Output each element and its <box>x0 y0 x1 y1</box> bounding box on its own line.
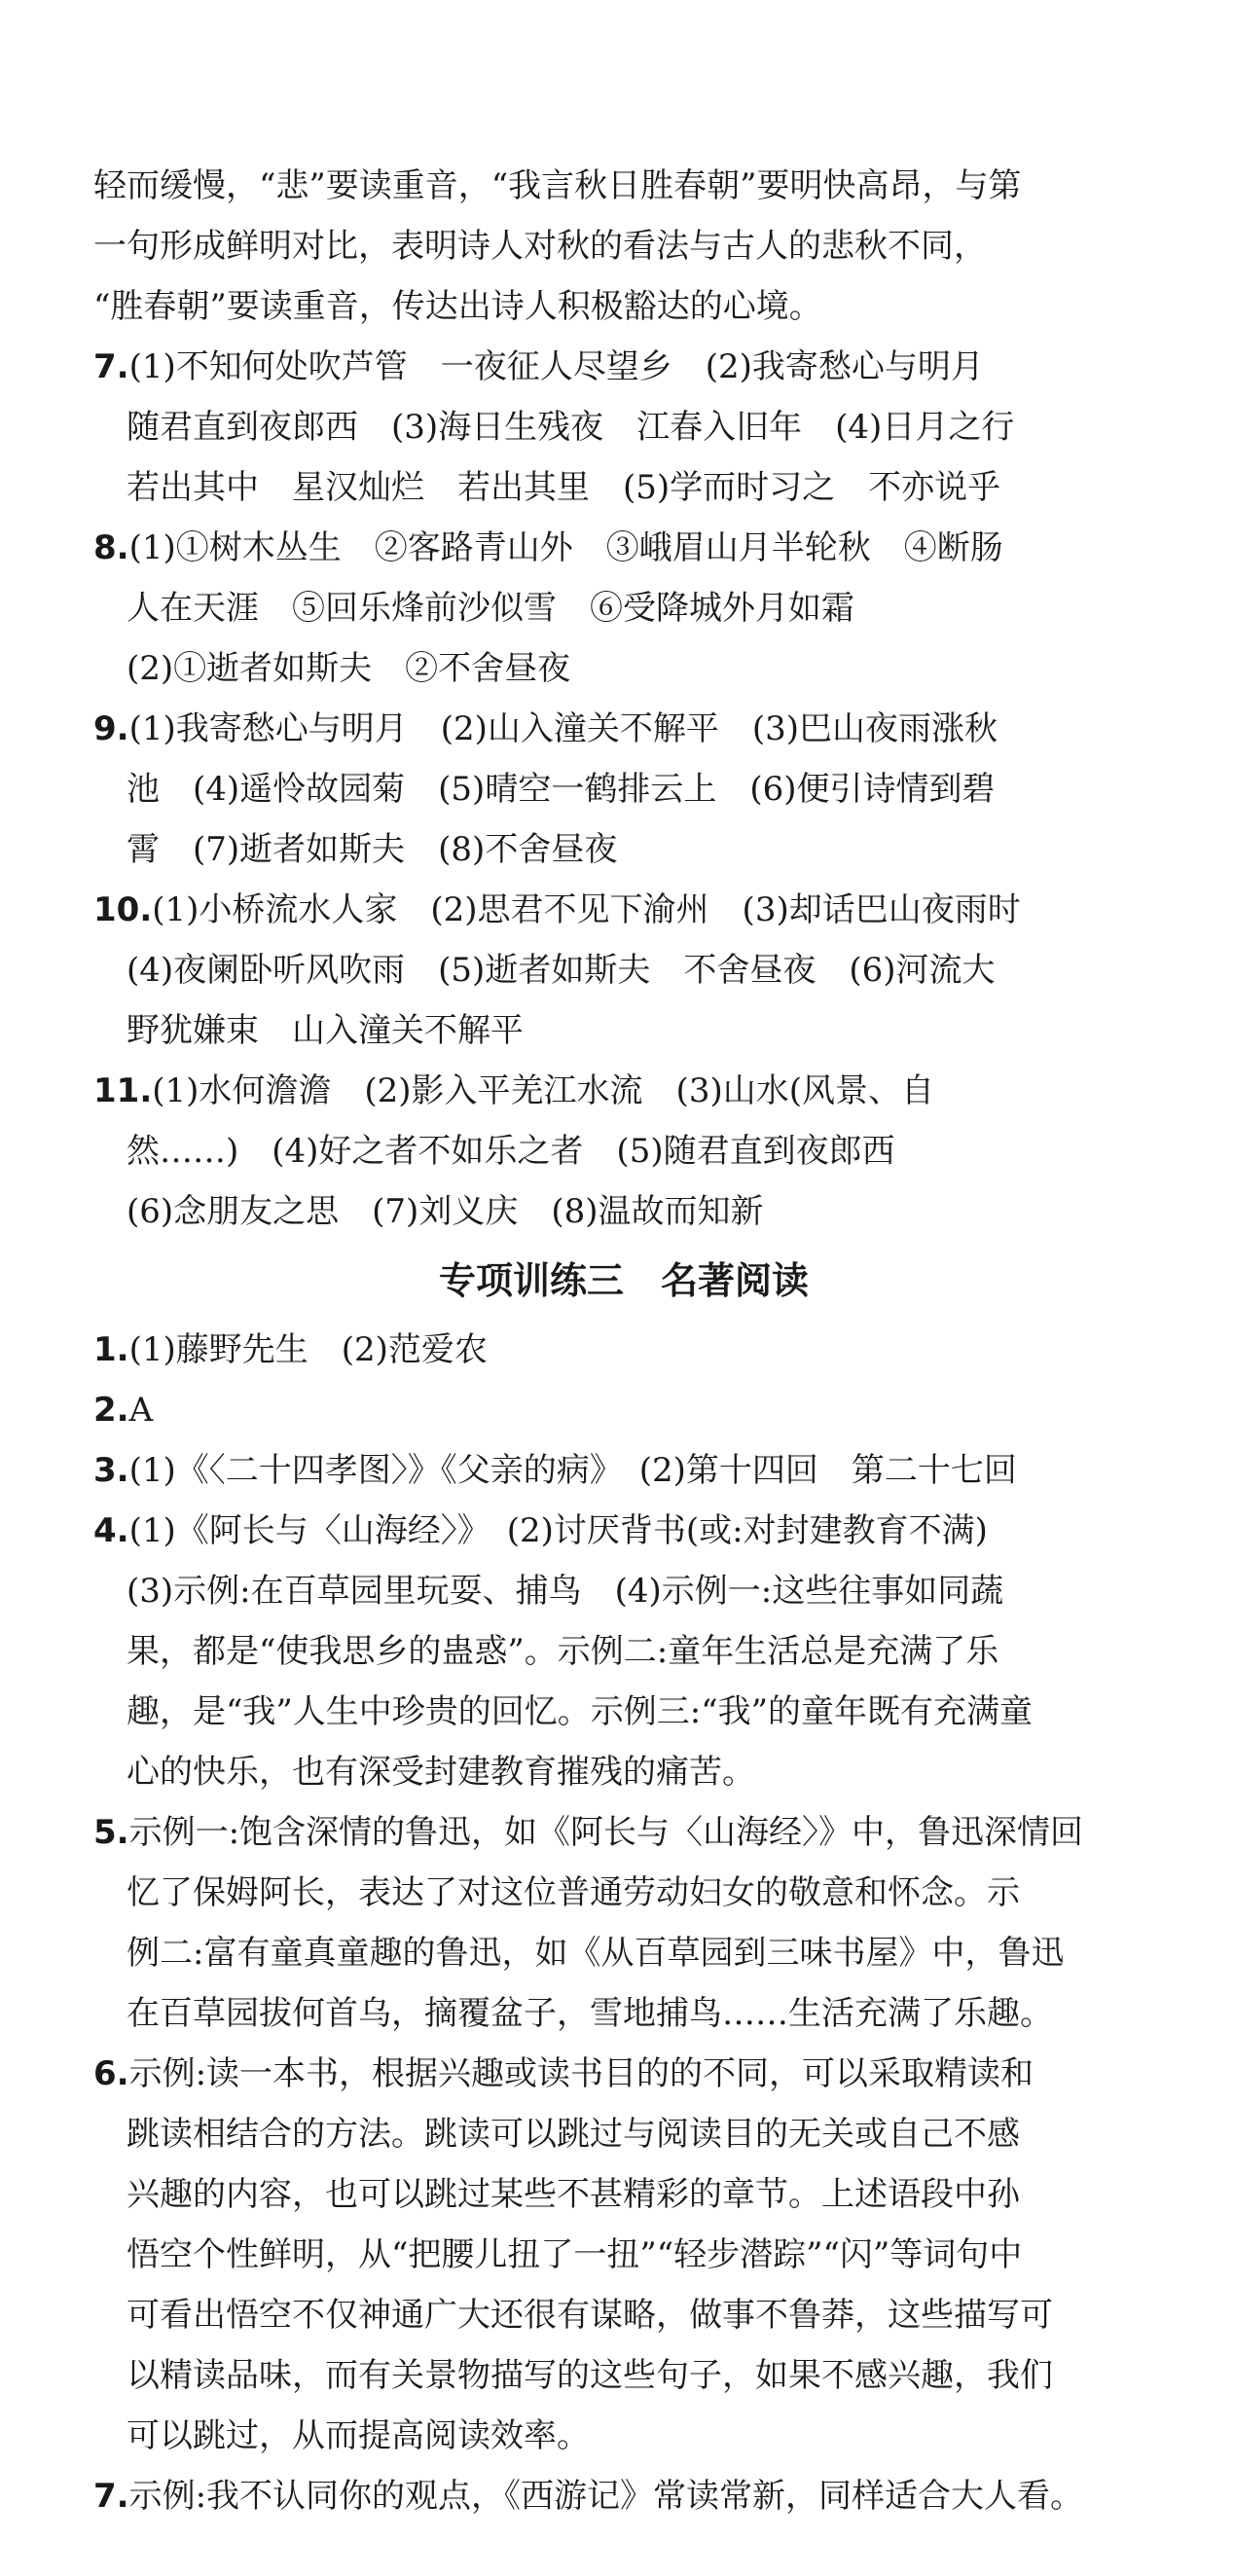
answer-line <box>93 638 1154 699</box>
answer-text: 在百草园拔何首乌，摘覆盆子，雪地捕鸟……生活充满了乐趣。 <box>127 1994 1053 2033</box>
answer-line <box>93 819 1154 880</box>
question-number: 5. <box>93 1813 129 1852</box>
section-title: 专项训练三 名著阅读 <box>438 1259 809 1302</box>
answer-text: 果，都是“使我思乡的蛊惑”。示例二:童年生活总是充满了乐 <box>127 1632 999 1671</box>
answer-line <box>93 2466 1154 2526</box>
answer-text: 跳读相结合的方法。跳读可以跳过与阅读目的无关或自己不感 <box>127 2115 1020 2154</box>
answer-item <box>93 880 1154 1061</box>
classics-answers <box>93 1320 1154 2526</box>
answer-text: 随君直到夜郎西 (3)海日生残夜 江春入旧年 (4)日月之行 <box>127 408 1015 447</box>
answer-line <box>93 397 1154 457</box>
answer-text: 悟空个性鲜明，从“把腰儿扭了一扭”“轻步潜踪”“闪”等词句中 <box>127 2235 1023 2274</box>
intro-line: 一句形成鲜明对比，表明诗人对秋的看法与古人的悲秋不同， <box>93 227 987 266</box>
intro-line: “胜春朝”要读重音，传达出诗人积极豁达的心境。 <box>93 287 822 326</box>
answer-line <box>93 880 1154 940</box>
answer-text: (3)示例:在百草园里玩耍、捕鸟 (4)示例一:这些往事如同蔬 <box>127 1572 1004 1611</box>
answer-line <box>93 759 1154 819</box>
answer-line <box>93 578 1154 638</box>
answer-line <box>93 1802 1154 1863</box>
answer-line <box>93 1181 1154 1242</box>
intro-paragraph <box>93 156 1154 337</box>
answer-text: (1)《〈二十四孝图〉》《父亲的病》 (2)第十四回 第二十七回 <box>128 1451 1017 1490</box>
answer-line <box>93 940 1154 1000</box>
answer-text: 然……) (4)好之者不如乐之者 (5)随君直到夜郎西 <box>127 1132 895 1171</box>
question-number: 2. <box>93 1391 129 1430</box>
answer-text: 示例一:饱含深情的鲁迅，如《阿长与〈山海经〉》中，鲁迅深情回 <box>128 1813 1084 1852</box>
answer-text: (1)《阿长与〈山海经〉》 (2)讨厌背书(或:对封建教育不满) <box>128 1511 988 1550</box>
answer-line <box>93 2164 1154 2225</box>
answer-text: 野犹嫌束 山入潼关不解平 <box>127 1011 524 1050</box>
answer-text: 若出其中 星汉灿烂 若出其里 (5)学而时习之 不亦说乎 <box>127 468 1001 507</box>
answer-text: (1)我寄愁心与明月 (2)山入潼关不解平 (3)巴山夜雨涨秋 <box>128 709 998 748</box>
answer-item <box>93 337 1154 518</box>
question-number: 9. <box>93 709 129 748</box>
answer-line <box>93 337 1154 397</box>
answer-item <box>93 1802 1154 2044</box>
answer-line <box>93 1742 1154 1802</box>
answer-line <box>93 1983 1154 2044</box>
answer-line <box>93 1061 1154 1121</box>
answer-item <box>93 1320 1154 1380</box>
answer-item <box>93 2044 1154 2466</box>
answer-line <box>93 1000 1154 1061</box>
question-number: 7. <box>93 347 129 386</box>
answer-line <box>93 1440 1154 1501</box>
answer-line <box>93 1682 1154 1742</box>
answer-text: 以精读品味，而有关景物描写的这些句子，如果不感兴趣，我们 <box>127 2356 1053 2395</box>
answer-line <box>93 457 1154 518</box>
answer-line <box>93 1561 1154 1621</box>
answer-text: 兴趣的内容，也可以跳过某些不甚精彩的章节。上述语段中孙 <box>127 2175 1020 2214</box>
answer-line <box>93 699 1154 759</box>
answer-line <box>93 2406 1154 2466</box>
question-number: 3. <box>93 1451 129 1490</box>
answer-text: (4)夜阑卧听风吹雨 (5)逝者如斯夫 不舍昼夜 (6)河流大 <box>127 951 996 990</box>
answer-text: 霄 (7)逝者如斯夫 (8)不舍昼夜 <box>127 830 618 869</box>
answer-text: 可看出悟空不仅神通广大还很有谋略，做事不鲁莽，这些描写可 <box>127 2296 1053 2335</box>
answer-item <box>93 518 1154 699</box>
intro-line: 轻而缓慢，“悲”要读重音，“我言秋日胜春朝”要明快高昂，与第 <box>93 166 1022 205</box>
answer-line <box>93 518 1154 578</box>
answer-line <box>93 2285 1154 2345</box>
answer-text: (6)念朋友之思 (7)刘义庆 (8)温故而知新 <box>127 1192 764 1231</box>
poetry-answers <box>93 337 1154 1242</box>
answer-line <box>93 1923 1154 1983</box>
answer-line <box>93 1501 1154 1561</box>
answer-item <box>93 699 1154 880</box>
answer-line <box>93 1121 1154 1181</box>
answer-text: (1)①树木丛生 ②客路青山外 ③峨眉山月半轮秋 ④断肠 <box>128 528 1003 567</box>
answer-text: 可以跳过，从而提高阅读效率。 <box>127 2416 590 2455</box>
answer-text: 示例:读一本书，根据兴趣或读书目的的不同，可以采取精读和 <box>128 2054 1034 2093</box>
answer-text: (1)藤野先生 (2)范爱农 <box>128 1330 488 1369</box>
answer-text: A <box>128 1391 154 1430</box>
question-number: 8. <box>93 528 129 567</box>
answer-line <box>93 2225 1154 2285</box>
answer-text: (1)不知何处吹芦管 一夜征人尽望乡 (2)我寄愁心与明月 <box>128 347 984 386</box>
question-number: 4. <box>93 1511 129 1550</box>
question-number: 7. <box>93 2477 129 2516</box>
answer-item <box>93 1440 1154 1501</box>
question-number: 6. <box>93 2054 129 2093</box>
answer-text: (1)小桥流水人家 (2)思君不见下渝州 (3)却话巴山夜雨时 <box>152 890 1021 929</box>
answer-text: (2)①逝者如斯夫 ②不舍昼夜 <box>127 649 571 688</box>
answer-text: (1)水何澹澹 (2)影入平羌江水流 (3)山水(风景、自 <box>152 1071 934 1110</box>
answer-content <box>93 156 1154 2526</box>
question-number: 1. <box>93 1330 129 1369</box>
answer-text: 忆了保姆阿长，表达了对这位普通劳动妇女的敬意和怀念。示 <box>127 1873 1020 1912</box>
answer-item <box>93 1061 1154 1242</box>
question-number: 10. <box>93 890 153 929</box>
answer-item <box>93 1501 1154 1802</box>
answer-line <box>93 1863 1154 1923</box>
answer-line <box>93 2104 1154 2164</box>
answer-item <box>93 2466 1154 2526</box>
answer-item <box>93 1380 1154 1440</box>
answer-line <box>93 2345 1154 2406</box>
question-number: 11. <box>93 1071 153 1110</box>
answer-text: 心的快乐，也有深受封建教育摧残的痛苦。 <box>127 1753 755 1792</box>
answer-text: 池 (4)遥怜故园菊 (5)晴空一鹤排云上 (6)便引诗情到碧 <box>127 770 996 809</box>
answer-text: 趣，是“我”人生中珍贵的回忆。示例三:“我”的童年既有充满童 <box>127 1692 1033 1731</box>
answer-line <box>93 2044 1154 2104</box>
answer-line <box>93 1621 1154 1682</box>
answer-line <box>93 1380 1154 1440</box>
answer-text: 人在天涯 ⑤回乐烽前沙似雪 ⑥受降城外月如霜 <box>127 589 854 628</box>
answer-text: 例二:富有童真童趣的鲁迅，如《从百草园到三味书屋》中，鲁迅 <box>127 1934 1065 1973</box>
answer-text: 示例:我不认同你的观点，《西游记》常读常新，同样适合大人看。 <box>128 2477 1084 2516</box>
answer-line <box>93 1320 1154 1380</box>
